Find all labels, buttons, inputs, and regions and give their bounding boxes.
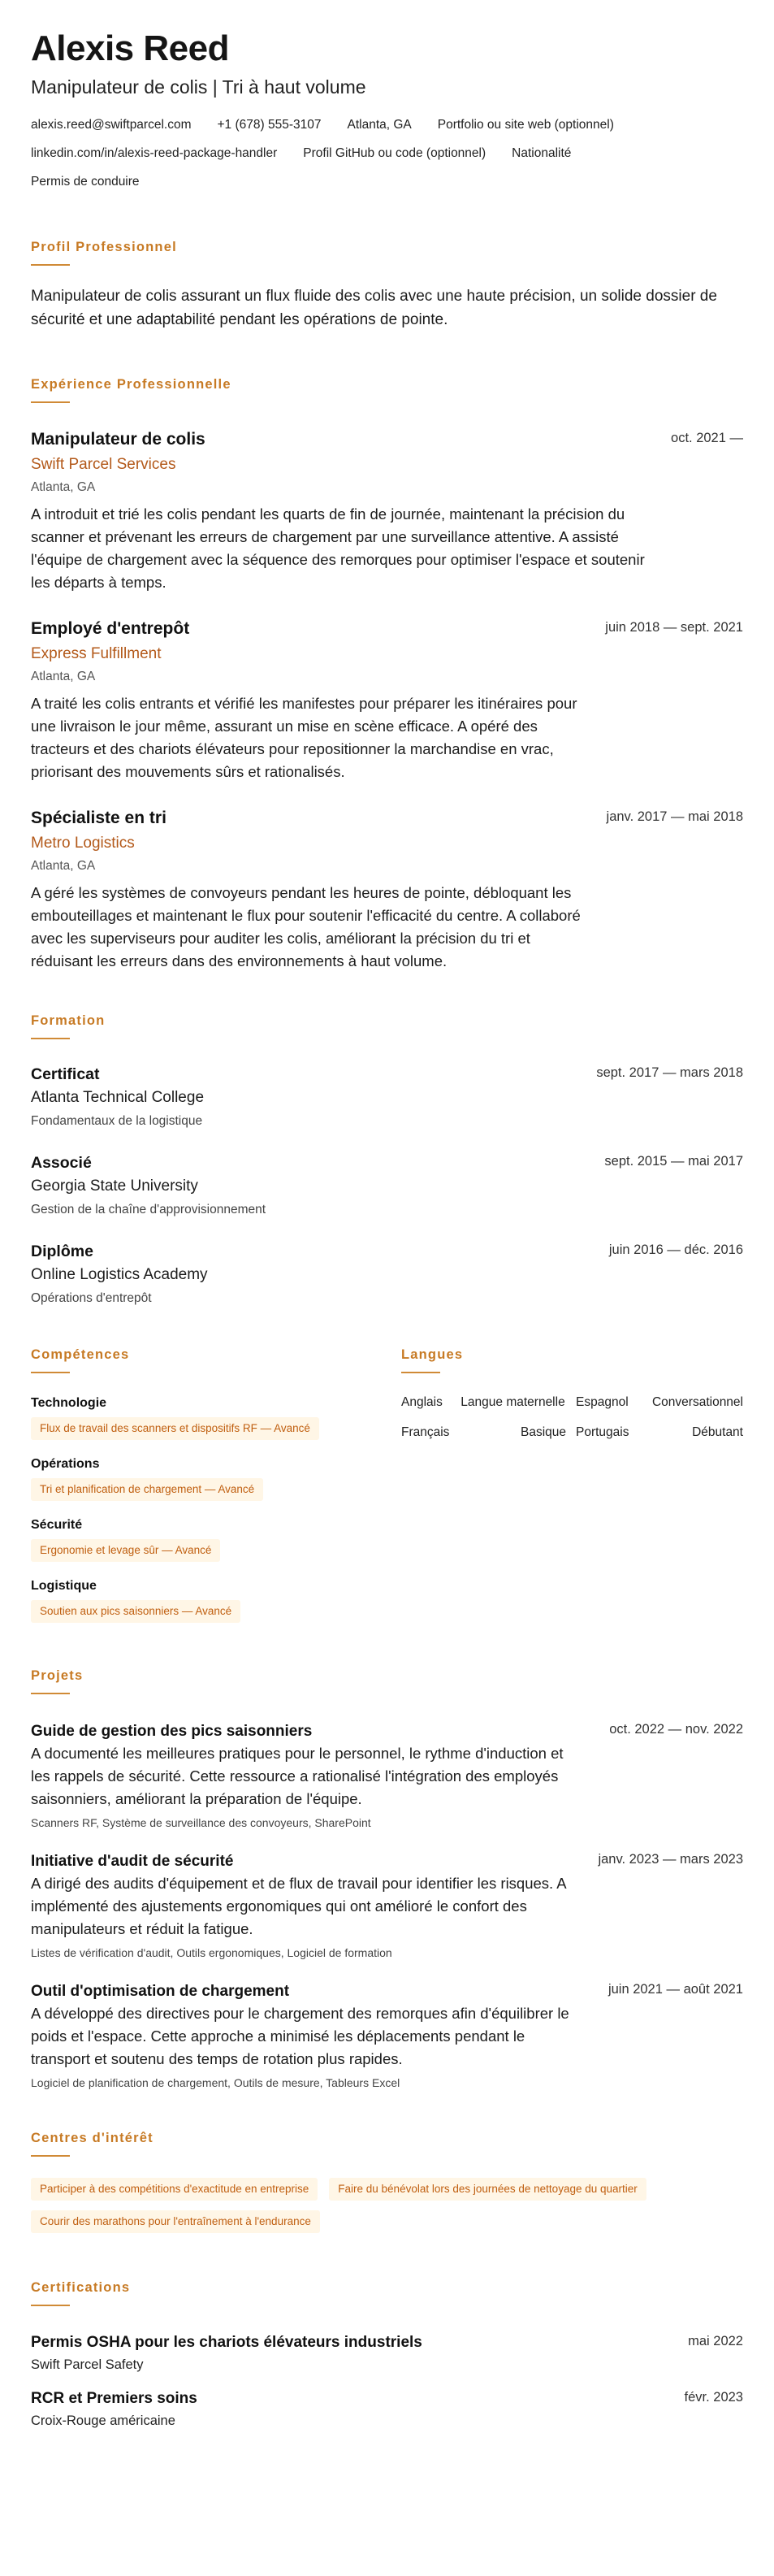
section-title: Certifications [31, 2280, 131, 2295]
interest-tag: Faire du bénévolat lors des journées de nettoyage du quartier [329, 2178, 646, 2201]
job-dates: janv. 2017 — mai 2018 [606, 809, 743, 824]
languages-section [401, 1347, 743, 1623]
education-entry [31, 1241, 743, 1307]
certification-title: Permis OSHA pour les chariots élévateurs industriels [31, 2334, 422, 2351]
education-section [31, 1013, 743, 1307]
contact-portfolio[interactable]: Portfolio ou site web (optionnel) [437, 118, 614, 132]
education-dates: juin 2016 — déc. 2016 [608, 1242, 743, 1257]
section-divider [31, 1372, 70, 1373]
skill-tag: Soutien aux pics saisonniers — Avancé [31, 1600, 240, 1623]
section-title: Langues [401, 1347, 464, 1362]
certification-entry [31, 2332, 743, 2374]
section-divider [31, 2305, 70, 2306]
education-school: Atlanta Technical College [31, 1089, 205, 1106]
language-name: Anglais [401, 1395, 443, 1409]
education-school: Georgia State University [31, 1177, 198, 1195]
section-divider [31, 2155, 70, 2157]
contact-nationality: Nationalité [512, 146, 572, 160]
section-title: Profil Professionnel [31, 240, 177, 254]
certification-issuer: Croix-Rouge américaine [31, 2413, 175, 2428]
resume-header [31, 28, 743, 202]
skills-languages-row [31, 1347, 743, 1623]
education-dates: sept. 2017 — mars 2018 [596, 1065, 743, 1080]
project-title: Outil d'optimisation de chargement [31, 1983, 290, 2000]
skill-tag: Tri et planification de chargement — Avancé [31, 1478, 263, 1501]
contact-list [31, 117, 729, 202]
project-tools: Logiciel de planification de chargement, Outils de mesure, Tableurs Excel [31, 2076, 400, 2089]
contact-driving-license: Permis de conduire [31, 175, 140, 189]
job-company: Swift Parcel Services [31, 456, 176, 473]
skill-category [31, 1517, 401, 1562]
skill-category [31, 1456, 401, 1501]
job-title: Employé d'entrepôt [31, 619, 190, 638]
certification-date: mai 2022 [688, 2334, 743, 2348]
language-name: Portugais [576, 1425, 629, 1439]
job-dates: juin 2018 — sept. 2021 [605, 620, 743, 635]
job-description: A traité les colis entrants et vérifié les manifestes pour préparer les itinéraires pour une livraison le jour même, assurant un mise en scène efficace. A opéré des tracteurs et des chariots élévateurs pour repositionner la marchandise en vrac, priorisant des mouvements sûrs et rationalisés. [31, 695, 577, 780]
interest-tag: Participer à des compétitions d'exactitude en entreprise [31, 2178, 318, 2201]
project-entry [31, 1851, 743, 1960]
education-school: Online Logistics Academy [31, 1266, 208, 1283]
language-name: Espagnol [576, 1395, 629, 1409]
project-dates: oct. 2022 — nov. 2022 [609, 1722, 743, 1737]
job-location: Atlanta, GA [31, 670, 96, 683]
education-field: Gestion de la chaîne d'approvisionnement [31, 1203, 266, 1216]
language-level: Langue maternelle [461, 1395, 565, 1409]
skill-tag: Ergonomie et levage sûr — Avancé [31, 1539, 220, 1562]
job-entry [31, 807, 743, 973]
job-title: Manipulateur de colis [31, 430, 205, 449]
skill-tag: Flux de travail des scanners et dispositifs RF — Avancé [31, 1417, 319, 1440]
contact-phone[interactable]: +1 (678) 555-3107 [217, 118, 322, 132]
project-entry [31, 1981, 743, 2090]
language-list [401, 1394, 743, 1441]
education-degree: Associé [31, 1154, 92, 1172]
education-dates: sept. 2015 — mai 2017 [604, 1154, 743, 1169]
section-title: Expérience Professionnelle [31, 377, 231, 392]
section-divider [401, 1372, 440, 1373]
job-entry [31, 428, 743, 594]
profile-summary: Manipulateur de colis assurant un flux fluide des colis avec une haute précision, un solide dossier de sécurité et une adaptabilité pendant les opérations de pointe. [31, 288, 717, 328]
certification-issuer: Swift Parcel Safety [31, 2357, 144, 2372]
section-divider [31, 1038, 70, 1039]
job-title: Spécialiste en tri [31, 809, 166, 827]
education-degree: Certificat [31, 1065, 100, 1083]
education-field: Opérations d'entrepôt [31, 1291, 152, 1305]
skill-category-name: Technologie [31, 1396, 107, 1410]
project-title: Initiative d'audit de sécurité [31, 1853, 234, 1870]
project-description: A développé des directives pour le chargement des remorques afin d'équilibrer le poids et l'espace. Cette approche a minimisé les déplacements pendant le transport et soutenu des temps de rotation plus rapides. [31, 2005, 569, 2067]
language-level: Basique [520, 1425, 566, 1439]
section-title: Compétences [31, 1347, 130, 1362]
project-description: A documenté les meilleures pratiques pour le personnel, le rythme d'induction et les rappels de sécurité. Cette ressource a rationalisé l'intégration des employés saisonniers, améliorant la préparation de l'équipe. [31, 1745, 564, 1807]
project-description: A dirigé des audits d'équipement et de flux de travail pour identifier les risques. A implémenté des ajustements ergonomiques qui ont amélioré le confort des manipulateurs et réduit la fatigue. [31, 1875, 566, 1937]
project-tools: Listes de vérification d'audit, Outils ergonomiques, Logiciel de formation [31, 1946, 392, 1959]
project-tools: Scanners RF, Système de surveillance des convoyeurs, SharePoint [31, 1816, 371, 1829]
section-title: Projets [31, 1668, 84, 1683]
contact-linkedin[interactable]: linkedin.com/in/alexis-reed-package-handler [31, 146, 278, 160]
section-title: Formation [31, 1013, 106, 1028]
skill-category-name: Opérations [31, 1457, 100, 1471]
profile-section [31, 240, 743, 332]
project-dates: janv. 2023 — mars 2023 [598, 1852, 743, 1867]
project-title: Guide de gestion des pics saisonniers [31, 1723, 313, 1740]
skill-category-name: Sécurité [31, 1518, 83, 1532]
projects-section [31, 1668, 743, 2090]
contact-email[interactable]: alexis.reed@swiftparcel.com [31, 118, 192, 132]
job-company: Metro Logistics [31, 835, 135, 852]
skill-category [31, 1395, 401, 1440]
project-entry [31, 1721, 743, 1830]
experience-section [31, 377, 743, 973]
job-dates: oct. 2021 — [671, 431, 743, 445]
contact-github[interactable]: Profil GitHub ou code (optionnel) [303, 146, 486, 160]
candidate-name: Alexis Reed [31, 28, 229, 68]
job-entry [31, 618, 743, 783]
certifications-section [31, 2280, 743, 2430]
job-location: Atlanta, GA [31, 859, 96, 873]
section-title: Centres d'intérêt [31, 2131, 154, 2145]
job-description: A géré les systèmes de convoyeurs pendant les heures de pointe, débloquant les embouteillages et maintenant le flux pour soutenir l'efficacité du centre. A collaboré avec les superviseurs pour auditer les colis, améliorant la précision du tri et réduisant les erreurs dans des environnements à haut volume. [31, 884, 581, 969]
language-level: Débutant [692, 1425, 743, 1439]
certification-date: févr. 2023 [684, 2390, 743, 2405]
section-divider [31, 1693, 70, 1694]
interest-tag: Courir des marathons pour l'entraînement à l'endurance [31, 2210, 320, 2233]
education-degree: Diplôme [31, 1242, 93, 1260]
job-location: Atlanta, GA [31, 480, 96, 494]
project-dates: juin 2021 — août 2021 [608, 1982, 743, 1997]
language-name: Français [401, 1425, 450, 1439]
language-level: Conversationnel [651, 1395, 743, 1409]
contact-location: Atlanta, GA [347, 118, 412, 132]
skill-category [31, 1578, 401, 1623]
certification-entry [31, 2388, 743, 2430]
headline: Manipulateur de colis | Tri à haut volume [31, 76, 366, 98]
education-field: Fondamentaux de la logistique [31, 1114, 203, 1128]
skill-category-name: Logistique [31, 1579, 97, 1593]
education-entry [31, 1064, 743, 1130]
section-divider [31, 264, 70, 266]
job-description: A introduit et trié les colis pendant les quarts de fin de journée, maintenant la précision du scanner et prévenant les erreurs de chargement par une surveillance attentive. A assisté l'équipe de chargement avec la séquence des remorques pour optimiser l'espace et soutenir les départs à temps. [31, 505, 645, 591]
interest-list [31, 2178, 743, 2243]
job-company: Express Fulfillment [31, 645, 162, 662]
certification-title: RCR et Premiers soins [31, 2390, 197, 2407]
skills-section [31, 1347, 401, 1623]
section-divider [31, 401, 70, 403]
interests-section [31, 2131, 743, 2243]
education-entry [31, 1152, 743, 1218]
